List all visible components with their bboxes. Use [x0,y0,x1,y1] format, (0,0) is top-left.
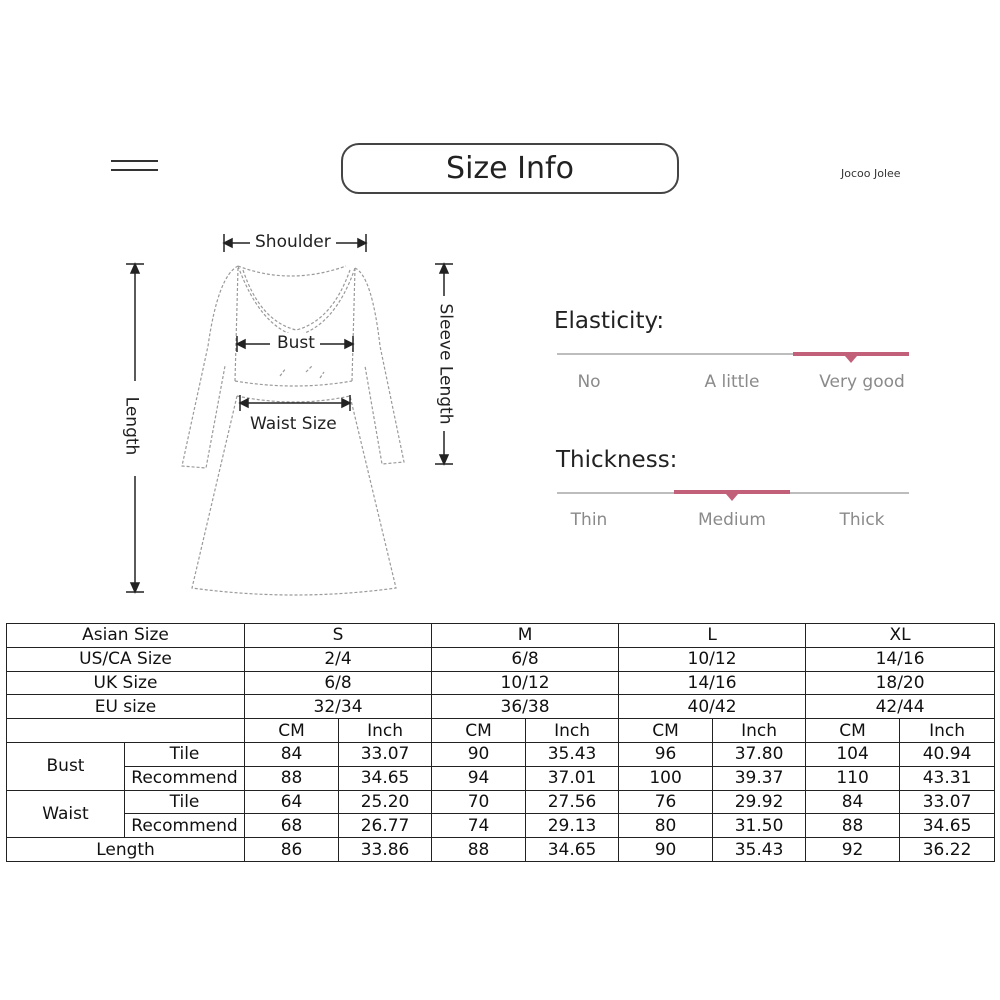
elasticity-option-very-good: Very good [819,372,905,392]
table-row [7,838,995,862]
us-size-header: US/CA Size [7,647,245,671]
table-cell: 68 [245,814,339,838]
unit-header: CM [619,719,713,743]
table-cell: 40.94 [900,742,995,766]
thickness-pointer-icon [726,494,738,501]
uk-size-header: UK Size [7,671,245,695]
table-row [7,671,995,695]
waist-row-label: Waist [7,790,125,838]
table-cell: 100 [619,766,713,790]
size-s: S [245,624,432,648]
table-cell: 94 [432,766,526,790]
table-cell: 37.80 [713,742,806,766]
table-cell: 33.86 [339,838,432,862]
table-cell: 96 [619,742,713,766]
table-cell: 6/8 [245,671,432,695]
table-cell: 88 [806,814,900,838]
table-cell: 36/38 [432,695,619,719]
table-cell: 33.07 [339,742,432,766]
unit-header: CM [432,719,526,743]
bust-label: Bust [274,333,318,353]
table-cell: 90 [619,838,713,862]
bust-row-label: Bust [7,742,125,790]
table-cell: 86 [245,838,339,862]
table-cell: 40/42 [619,695,806,719]
thickness-option-medium: Medium [698,510,766,530]
table-cell: 76 [619,790,713,814]
unit-header: Inch [339,719,432,743]
table-row [7,766,995,790]
table-cell: 80 [619,814,713,838]
dress-diagram [110,226,470,606]
table-cell: 84 [806,790,900,814]
elasticity-pointer-icon [845,356,857,363]
table-cell: 10/12 [432,671,619,695]
table-cell: 43.31 [900,766,995,790]
unit-header: Inch [526,719,619,743]
thickness-option-thin: Thin [570,510,608,530]
table-cell: 14/16 [806,647,995,671]
unit-header: Inch [713,719,806,743]
size-table [6,623,995,862]
table-row [7,814,995,838]
table-cell: 88 [245,766,339,790]
recommend-label: Recommend [125,814,245,838]
table-row [7,624,995,648]
table-cell: 36.22 [900,838,995,862]
table-cell: 37.01 [526,766,619,790]
table-cell [7,719,245,743]
table-row [7,695,995,719]
waist-label: Waist Size [247,414,340,434]
table-cell: 35.43 [526,742,619,766]
unit-header: CM [806,719,900,743]
table-cell: 35.43 [713,838,806,862]
table-cell: 88 [432,838,526,862]
table-cell: 33.07 [900,790,995,814]
unit-header: CM [245,719,339,743]
table-cell: 18/20 [806,671,995,695]
table-cell: 39.37 [713,766,806,790]
table-cell: 34.65 [900,814,995,838]
elasticity-option-a-little: A little [704,372,760,392]
table-cell: 74 [432,814,526,838]
table-row [7,742,995,766]
table-cell: 31.50 [713,814,806,838]
table-cell: 110 [806,766,900,790]
table-cell: 2/4 [245,647,432,671]
thickness-title: Thickness: [556,447,678,473]
page-title: Size Info [341,143,679,194]
table-cell: 34.65 [339,766,432,790]
table-cell: 92 [806,838,900,862]
table-cell: 25.20 [339,790,432,814]
tile-label: Tile [125,742,245,766]
length-row-label: Length [7,838,245,862]
table-cell: 10/12 [619,647,806,671]
elasticity-title: Elasticity: [554,308,665,334]
table-cell: 84 [245,742,339,766]
table-cell: 29.92 [713,790,806,814]
size-m: M [432,624,619,648]
table-cell: 32/34 [245,695,432,719]
table-cell: 29.13 [526,814,619,838]
eu-size-header: EU size [7,695,245,719]
table-cell: 90 [432,742,526,766]
elasticity-option-no: No [577,372,601,392]
recommend-label: Recommend [125,766,245,790]
table-row [7,790,995,814]
table-row [7,647,995,671]
unit-header: Inch [900,719,995,743]
table-cell: 27.56 [526,790,619,814]
table-cell: 70 [432,790,526,814]
table-cell: 42/44 [806,695,995,719]
shoulder-label: Shoulder [252,232,334,252]
table-cell: 104 [806,742,900,766]
menu-icon [111,160,158,174]
table-cell: 64 [245,790,339,814]
asian-size-header: Asian Size [7,624,245,648]
table-cell: 34.65 [526,838,619,862]
size-xl: XL [806,624,995,648]
table-cell: 14/16 [619,671,806,695]
sleeve-length-label: Sleeve Length [435,303,456,425]
brand-name: Jocoo Jolee [841,167,901,180]
table-cell: 6/8 [432,647,619,671]
tile-label: Tile [125,790,245,814]
thickness-option-thick: Thick [839,510,885,530]
table-row [7,719,995,743]
size-l: L [619,624,806,648]
length-label: Length [121,396,142,456]
table-cell: 26.77 [339,814,432,838]
